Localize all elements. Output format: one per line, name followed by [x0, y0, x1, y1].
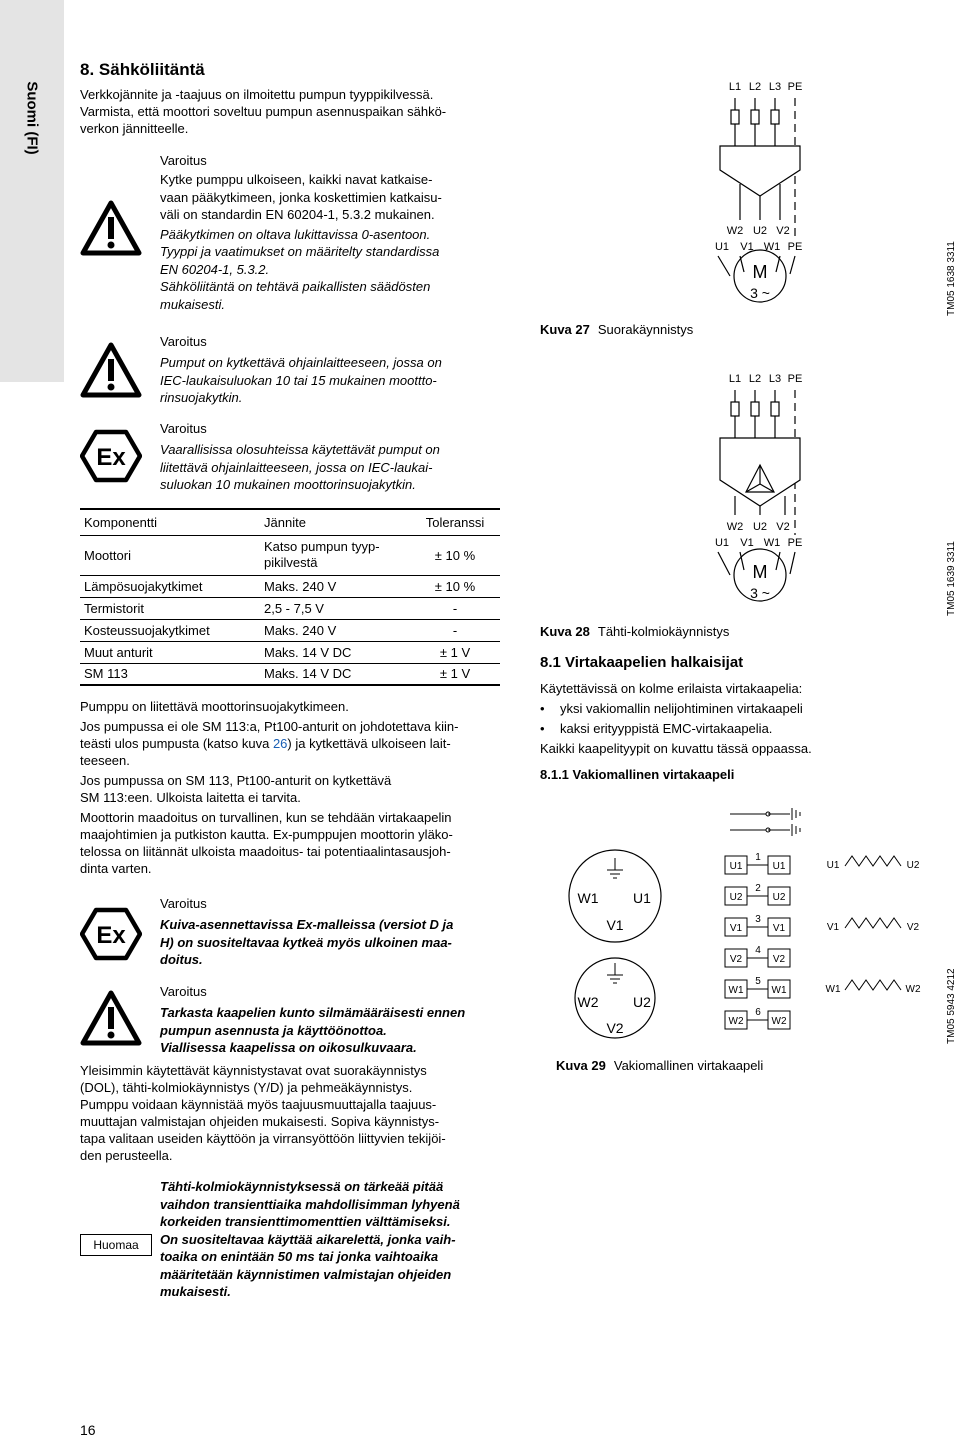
warning-line: Pumput on kytkettävä ohjainlaitteeseen, jossa on — [160, 355, 442, 370]
warning-triangle-icon — [80, 342, 142, 398]
cable-terminal: W2 — [728, 1016, 744, 1027]
warning-line: suluokan 10 mukainen moottorinsuojakytkin. — [160, 477, 416, 492]
table-cell: - — [410, 597, 500, 619]
terminal-label: W1 — [763, 537, 781, 549]
terminal-label: PE — [787, 537, 803, 549]
warning-line: Sähköliitäntä on tehtävä paikallisten säädösten — [160, 279, 431, 294]
page-number: 16 — [80, 1422, 96, 1438]
table-cell: Maks. 14 V DC — [260, 641, 410, 663]
star-delta-wiring-diagram — [700, 370, 815, 610]
svg-text:Ex: Ex — [96, 922, 126, 949]
note-line: toaika on enintään 50 ms tai jonka vaihtoaika — [160, 1249, 439, 1264]
body-line: telossa on liitännät ulkoista maadoitus- tai potentiaalintasausjoh- — [80, 844, 451, 859]
standard-cable-diagram — [560, 800, 940, 1040]
note-line: korkeiden transienttimomenttien välttämiseksi. — [160, 1214, 451, 1229]
terminal-label: W2 — [726, 225, 744, 237]
spec-table — [80, 508, 500, 686]
terminal-label: U1 — [714, 537, 730, 549]
svg-text:Ex: Ex — [96, 444, 126, 471]
wire-number: 1 — [755, 852, 761, 863]
warning-1 — [160, 152, 510, 313]
language-side-tab — [0, 0, 64, 382]
table-row — [80, 575, 500, 597]
figure-caption — [540, 322, 693, 337]
wire-number: 2 — [755, 883, 761, 894]
line-label: L3 — [768, 81, 782, 93]
line-label: L2 — [748, 81, 762, 93]
body-line: den perusteella. — [80, 1148, 173, 1163]
plug-pin: U1 — [633, 890, 651, 906]
warning-line: doitus. — [160, 952, 203, 967]
figure-title: Suorakäynnistys — [597, 322, 694, 337]
table-cell: ± 10 % — [410, 535, 500, 575]
body-line: tapa valitaan useiden käyttöön ja virransyöttöön liittyvien tekijöi- — [80, 1131, 446, 1146]
subsection-outro: Kaikki kaapelityypit on kuvattu tässä oppaassa. — [540, 741, 812, 756]
line-label: PE — [787, 373, 803, 385]
warning-line: mukaisesti. — [160, 296, 226, 312]
terminal-label: V1 — [740, 537, 754, 549]
warning-title: Varoitus — [160, 984, 207, 999]
body-line: Jos pumpussa on SM 113, Pt100-anturit on kytkettävä — [80, 773, 392, 788]
table-header: Komponentti — [80, 509, 260, 535]
line-label: L1 — [728, 373, 742, 385]
line-label: PE — [787, 81, 803, 93]
plug-pin: V2 — [606, 1020, 624, 1036]
table-row — [80, 535, 500, 575]
body-line: Moottorin maadoitus on turvallinen, kun se tehdään virtakaapelin — [80, 810, 452, 825]
warning-4 — [160, 895, 510, 969]
warning-line: Kuiva-asennettavissa Ex-malleissa (versiot D ja — [160, 917, 454, 932]
table-cell: Kosteussuojakytkimet — [80, 619, 260, 641]
warning-line: Tyyppi ja vaatimukset on määritelty standardissa — [160, 244, 440, 259]
terminal-label: V2 — [776, 521, 790, 533]
motor-phase: 3 ~ — [750, 285, 770, 301]
wire-number: 4 — [755, 945, 761, 956]
warning-title: Varoitus — [160, 153, 207, 168]
ex-hexagon-icon — [80, 906, 142, 962]
bullet-text: kaksi erityyppistä EMC-virtakaapelia. — [560, 721, 773, 736]
note-label: Huomaa — [80, 1234, 152, 1256]
note-line: On suositeltavaa käyttää aikarelettä, jonka vaih- — [160, 1231, 456, 1247]
cable-terminal: V2 — [772, 954, 786, 965]
table-header: Jännite — [260, 509, 410, 535]
cable-terminal: W1 — [771, 985, 787, 996]
table-cell: ± 1 V — [410, 641, 500, 663]
wire-number: 3 — [755, 914, 761, 925]
figure-number: Kuva 27 — [540, 322, 590, 337]
line-label: L1 — [728, 81, 742, 93]
motor-symbol: M — [752, 262, 768, 282]
warning-triangle-icon — [80, 990, 142, 1046]
bullet-item: • kaksi erityyppistä EMC-virtakaapelia. — [540, 721, 773, 736]
cable-terminal: V1 — [729, 923, 743, 934]
warning-title: Varoitus — [160, 421, 207, 436]
warning-5 — [160, 983, 510, 1057]
plug-pin: V1 — [606, 917, 624, 933]
cable-terminal: U1 — [729, 861, 743, 872]
note-text — [160, 1178, 510, 1301]
table-cell: Maks. 240 V — [260, 619, 410, 641]
table-cell: - — [410, 619, 500, 641]
warning-line: Vaarallisissa olosuhteissa käytettävät pumput on — [160, 442, 440, 457]
figure-code: TM05 5943 4212 — [946, 968, 957, 1044]
warning-line: Tarkasta kaapelien kunto silmämääräisesti ennen — [160, 1005, 466, 1020]
bullet-item: • yksi vakiomallin nelijohtiminen virtakaapeli — [540, 701, 803, 716]
table-cell: 2,5 - 7,5 V — [260, 597, 410, 619]
motor-phase: 3 ~ — [750, 585, 770, 601]
table-header-row — [80, 509, 500, 535]
bullet-text: yksi vakiomallin nelijohtiminen virtakaapeli — [560, 701, 803, 716]
winding-terminal: W2 — [905, 984, 921, 995]
wire-number: 5 — [755, 976, 761, 987]
section-intro — [80, 86, 510, 137]
cable-terminal: U2 — [729, 892, 743, 903]
body-line: muuttajan valmistajan ohjeiden mukaisesti. Sopiva käynnistys- — [80, 1114, 440, 1129]
dol-wiring-diagram — [700, 78, 815, 310]
warning-line: rinsuojakytkin. — [160, 390, 243, 405]
figure-number: Kuva 28 — [540, 624, 590, 639]
winding-terminal: V2 — [906, 922, 920, 933]
warning-line: Kytke pumppu ulkoiseen, kaikki navat katkaise- — [160, 172, 433, 187]
table-cell: Katso pumpun tyyp- pikilvestä — [260, 535, 410, 575]
winding-terminal: U2 — [906, 860, 920, 871]
warning-triangle-icon — [80, 200, 142, 256]
subsection-intro: Käytettävissä on kolme erilaista virtakaapelia: — [540, 681, 803, 696]
body-line: Yleisimmin käytettävät käynnistystavat ovat suorakäynnistys — [80, 1063, 427, 1078]
table-row — [80, 641, 500, 663]
terminal-label: U2 — [752, 521, 768, 533]
terminal-label: V2 — [776, 225, 790, 237]
cable-terminal: U1 — [772, 861, 786, 872]
intro-line: Verkkojännite ja -taajuus on ilmoitettu pumpun tyyppikilvessä. — [80, 87, 434, 102]
motor-symbol: M — [752, 562, 768, 582]
table-cell: ± 1 V — [410, 663, 500, 685]
winding-terminal: W1 — [825, 984, 841, 995]
body-line: Jos pumpussa ei ole SM 113:a, Pt100-anturit on johdotettava kiin- — [80, 719, 459, 734]
figure-caption — [556, 1058, 763, 1073]
intro-line: verkon jännitteelle. — [80, 121, 189, 136]
warning-line: pumpun asennusta ja käyttöönottoa. — [160, 1022, 387, 1038]
body-line: Pumppu on liitettävä moottorinsuojakytkimeen. — [80, 699, 349, 714]
warning-title: Varoitus — [160, 896, 207, 911]
table-cell: Lämpösuojakytkimet — [80, 575, 260, 597]
note-line: Tähti-kolmiokäynnistyksessä on tärkeää pitää — [160, 1179, 444, 1194]
terminal-label: U2 — [752, 225, 768, 237]
body-text-span: teästi ulos pumpusta (katso kuva — [80, 736, 273, 751]
table-cell: SM 113 — [80, 663, 260, 685]
terminal-label: PE — [787, 241, 803, 253]
terminal-label: U1 — [714, 241, 730, 253]
figure-title: Vakiomallinen virtakaapeli — [613, 1058, 764, 1073]
table-cell: Maks. 14 V DC — [260, 663, 410, 685]
body-text — [80, 698, 510, 877]
body-line — [80, 735, 510, 752]
terminal-label: V1 — [740, 241, 754, 253]
body-line: dinta varten. — [80, 861, 152, 876]
table-cell: ± 10 % — [410, 575, 500, 597]
subsection-title: 8.1 Virtakaapelien halkaisijat — [540, 654, 744, 671]
warning-line: H) on suositeltavaa kytkeä myös ulkoinen maa- — [160, 934, 452, 950]
cable-terminal: U2 — [772, 892, 786, 903]
warning-line: IEC-laukaisuluokan 10 tai 15 mukainen moottto- — [160, 372, 437, 388]
line-label: L2 — [748, 373, 762, 385]
table-cell: Maks. 240 V — [260, 575, 410, 597]
note-line: määritetään käynnistimen valmistajan ohjeiden — [160, 1266, 452, 1282]
figure-caption — [540, 624, 729, 639]
terminal-label: W2 — [726, 521, 744, 533]
language-label: Suomi (FI) — [23, 81, 41, 155]
note-line: vaihdon transienttiaika mahdollisimman lyhyenä — [160, 1196, 460, 1212]
note-line: mukaisesti. — [160, 1284, 231, 1299]
body-line: SM 113:een. Ulkoista laitetta ei tarvita. — [80, 790, 301, 805]
cable-terminal: V2 — [729, 954, 743, 965]
figure-code: TM05 1639 3311 — [946, 541, 957, 616]
body-line: (DOL), tähti-kolmiokäynnistys (Y/D) ja pehmeäkäynnistys. — [80, 1080, 413, 1095]
figure-code: TM05 1638 3311 — [946, 241, 957, 316]
plug-pin: W1 — [577, 890, 599, 906]
table-cell: Muut anturit — [80, 641, 260, 663]
table-cell: Termistorit — [80, 597, 260, 619]
warning-line: Pääkytkimen on oltava lukittavissa 0-asentoon. — [160, 226, 431, 242]
line-label: L3 — [768, 373, 782, 385]
winding-terminal: V1 — [826, 922, 840, 933]
warning-line: liitettävä ohjainlaitteeseen, jossa on IEC-laukai- — [160, 459, 433, 475]
cable-terminal: W2 — [771, 1016, 787, 1027]
plug-pin: U2 — [633, 994, 651, 1010]
warning-line: EN 60204-1, 5.3.2. — [160, 261, 270, 277]
body-line: Pumppu voidaan käynnistää myös taajuusmuuttajalla taajuus- — [80, 1097, 437, 1112]
warning-3 — [160, 420, 510, 494]
body-line: maajohtimien ja putkiston kautta. Ex-pumppujen moottorin yläko- — [80, 827, 453, 842]
plug-pin: W2 — [577, 994, 599, 1010]
winding-terminal: U1 — [826, 860, 840, 871]
subsubsection-title: 8.1.1 Vakiomallinen virtakaapeli — [540, 767, 735, 782]
table-header: Toleranssi — [410, 509, 500, 535]
ex-hexagon-icon — [80, 428, 142, 484]
table-row — [80, 619, 500, 641]
figure-number: Kuva 29 — [556, 1058, 606, 1073]
warning-line: väli on standardin EN 60204-1, 5.3.2 mukainen. — [160, 207, 435, 222]
table-row — [80, 663, 500, 685]
cable-terminal: V1 — [772, 923, 786, 934]
warning-2 — [160, 333, 510, 407]
cable-terminal: W1 — [728, 985, 744, 996]
warning-line: vaan pääkytkimeen, jonka koskettimien katkaisu- — [160, 189, 442, 205]
figure-link[interactable]: 26 — [272, 736, 288, 751]
warning-title: Varoitus — [160, 334, 207, 349]
body-text-span: ) ja kytkettävä ulkoiseen lait- — [287, 736, 451, 751]
wire-number: 6 — [755, 1007, 761, 1018]
starting-methods-text — [80, 1062, 510, 1164]
table-row — [80, 597, 500, 619]
warning-line: Viallisessa kaapelissa on oikosulkuvaara. — [160, 1040, 417, 1055]
terminal-label: W1 — [763, 241, 781, 253]
figure-title: Tähti-kolmiokäynnistys — [597, 624, 730, 639]
section-title: 8. Sähköliitäntä — [80, 60, 205, 79]
intro-line: Varmista, että moottori soveltuu pumpun asennuspaikan sähkö- — [80, 104, 447, 119]
table-cell: Moottori — [80, 535, 260, 575]
body-line: teeseen. — [80, 753, 130, 768]
subsection-body — [540, 680, 900, 757]
